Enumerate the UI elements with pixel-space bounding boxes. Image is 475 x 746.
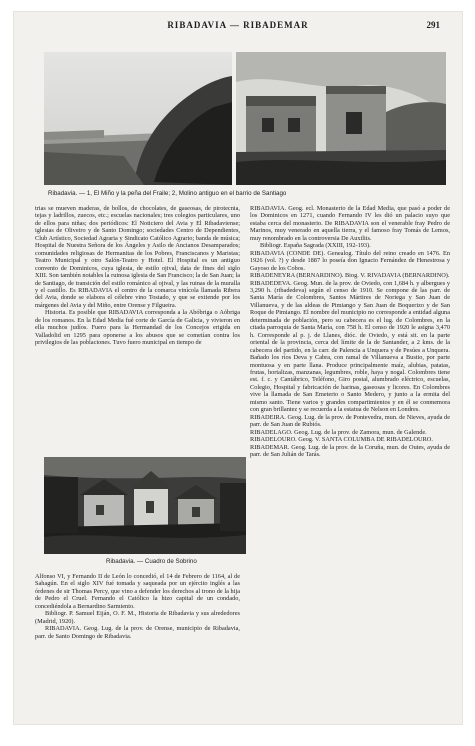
- running-header: [14, 20, 462, 34]
- entry-ribadeira: RIBADEIRA. Geog. Lug. de la prov. de Pontevedra, mun. de Nieves, ayuda de parr. de San Juan de Rubiós.: [250, 413, 450, 429]
- entry-ribadedeva: RIBADEDEVA. Geog. Mun. de la prov. de Oviedo, con 1,684 h. y albergues y 3,290 h. (ribadedeva) según el censo de 1910. Se compone de las parr. de Santa María de Colombres, Santos Mártires de Noriega y San Juan de Villanueva, y de las aldeas de Pimiango y San Juan de Boquerizo y de San Roque de Pimiango. El nombre del municipio no corresponde a entidad alguna determinada de población, pero su cabecera es el lug. de Colombres, en la citada parroquia de Santa María, con 758 h. El censo de 1920 le asigna 3,470 h. Corresponde al p. j. de Llanes, dióc. de Oviedo, y está sit. en la parte oriental de la provincia, cerca del límite de la de Santander, a 2 kms. de la cabecera del partido, en la carr. de Palencia a Unquera y de Pesúes a Unquera. Bañado los ríos Deva y Cabra, con ramal de Villanueva a Bustio, por parte montuosa y en parte llana. Produce principalmente maíz, alubias, patatas, frutas, hortalizas, manzanas, legumbres, roble, haya y nogal. Colombres tiene est. f. c. y Cantábrico, Teléfono, Giro postal, alumbrado eléctrico, escuelas, Colegio, Hospital y fabricación de harinas, gaseosas y licores. En Colombres vive la llamada de San Emeterio o Santo Medero, y junto a la ermita del mismo santo. Tiene varios y grandes compartimientos y en él se conmemora con gran brillantez y se recuerda a la estatua de Nelson en Londres.: [250, 279, 450, 414]
- photo-river-mino: [44, 52, 232, 185]
- left-column-upper: [35, 205, 240, 347]
- photo-old-mill: [236, 52, 446, 185]
- right-column: [250, 205, 450, 458]
- entry-ribadeneyra: RIBADENEYRA (BERNARDINO). Biog. V. RIVADAVIA (BERNARDINO).: [250, 272, 450, 280]
- top-photos-caption: Ribadavia. — 1, El Miño y la peña del Fraile; 2, Molino antiguo en el barrio de Santiago: [48, 190, 287, 197]
- entry-ribadavia-monastery: RIBADAVIA. Geog. ecl. Monasterio de la Edad Media, que pasó a poder de los Dominicos en 1271, cuando Fernando IV les dió un palacio suyo que estaba cerca del monasterio. De RIBADAVIA son el venerable fray Pedro de Marinos, muy venerado en aquella tierra, y el famoso fray Tomás de Lemos, muy renombrado en la controversia De Auxiliis.: [250, 205, 450, 242]
- left-column-lower: [35, 573, 240, 640]
- entry-ribademar: RIBADEMAR. Geog. Lug. de la prov. de la Coruña, mun. de Outes, ayuda de parr. de San Julián de Tarás.: [250, 443, 450, 458]
- painting-caption: Ribadavia. — Cuadro de Sobrino: [106, 558, 197, 565]
- paragraph: Historia. Es posible que RIBADAVIA corresponda a la Abóbriga o Aóbriga de los romanos. En la Edad Media fué corte de García de Galicia, y vivieron en ella muchos judíos. Fuero para la Hermandad de los Concejos erigida en Valladolid en 1295 para oponerse a los abusos que se cometían contra los privilegios de las poblaciones. Tuvo fuero municipal en tiempo de: [35, 309, 240, 347]
- photo-painting-sobrino: [44, 457, 246, 554]
- paragraph: trias se mueven maderas, de bollos, de chocolates, de gaseosas, de pirotecnia, tejas y ladrillos, zuecos, etc.; escuelas nacionales; tres colegios particulares, uno de ellos para niñas; dos periódicos: El Noticiero del Avia y El Ribadaviense; iglesias de Oliveiro y de Santo Domingo; sociedades Centro de Dependientes, Club Artístico, Sociedad Agraria y Sindicato Católico Agrario; banda de música; Hospital de Nuestra Señora de los Ángeles y Asilo de Ancianos Desamparados; comunidades religiosas de Hermanitas de los Pobres, Franciscanos y Maristas; Teatro Municipal y otro Salón-Teatro y Hotel. El Hospital es un antiguo convento de Dominicos, cuya iglesia, de estilo ojival, data de fines del siglo XIII. Son también notables la ruinosa iglesia de San Francisco; la de San Juan; la de Santiago, de transición del estilo románico al ojival, y las ruinas de la muralla y el castillo. Es RIBADAVIA el centro de la comarca vinícola llamada Ribera del Avia, donde se elabora el célebre vino Tostado, y que se extiende por los márgenes del Avia y del Miño, entre Orense y Filgueira.: [35, 205, 240, 309]
- entry-bibliography: Bibliogr. España Sagrada (XXIII, 192-193).: [260, 242, 371, 250]
- entry-ribadelouro: RIBADELOURO. Geog. V. SANTA COLUMBA DE RIBADELOURO.: [250, 436, 433, 444]
- entry-ribadelago: RIBADELAGO. Geog. Lug. de la prov. de Zamora, mun. de Galende.: [250, 428, 427, 436]
- encyclopedia-page: [14, 12, 462, 724]
- paragraph: RIBADAVIA. Geog. Lug. de la prov. de Orense, municipio de Ribadavia, parr. de Santo Domingo de Ribadavia.: [35, 625, 240, 640]
- header-title: RIBADAVIA — RIBADEMAR: [167, 20, 309, 30]
- paragraph: Bibliogr. P. Samuel Eiján, O. F. M., Historia de Ribadavia y sus alrededores (Madrid, 1920).: [35, 610, 240, 625]
- paragraph: Alfonso VI, y Fernando II de León lo concedió, el 14 de Febrero de 1164, al de Sahagún. En el siglo XIV fué tomada y saqueada por un ejército inglés a las órdenes de sir Thomas Percy, que vino a defender los derechos al trono de la hija de Pedro el Cruel. Fernando el Católico la hizo capital de un condado, concediéndola a Bernardino Sarmiento.: [35, 573, 240, 610]
- page-number: 291: [426, 20, 440, 30]
- entry-conde-de-ribadavia: RIBADAVIA (CONDE DE). Genealog. Título del reino creado en 1476. En 1926 (vol. ?) y desde 1887 lo poseía don Ignacio Fernández de Henestrosa y Gayoso de los Cobos.: [250, 249, 450, 272]
